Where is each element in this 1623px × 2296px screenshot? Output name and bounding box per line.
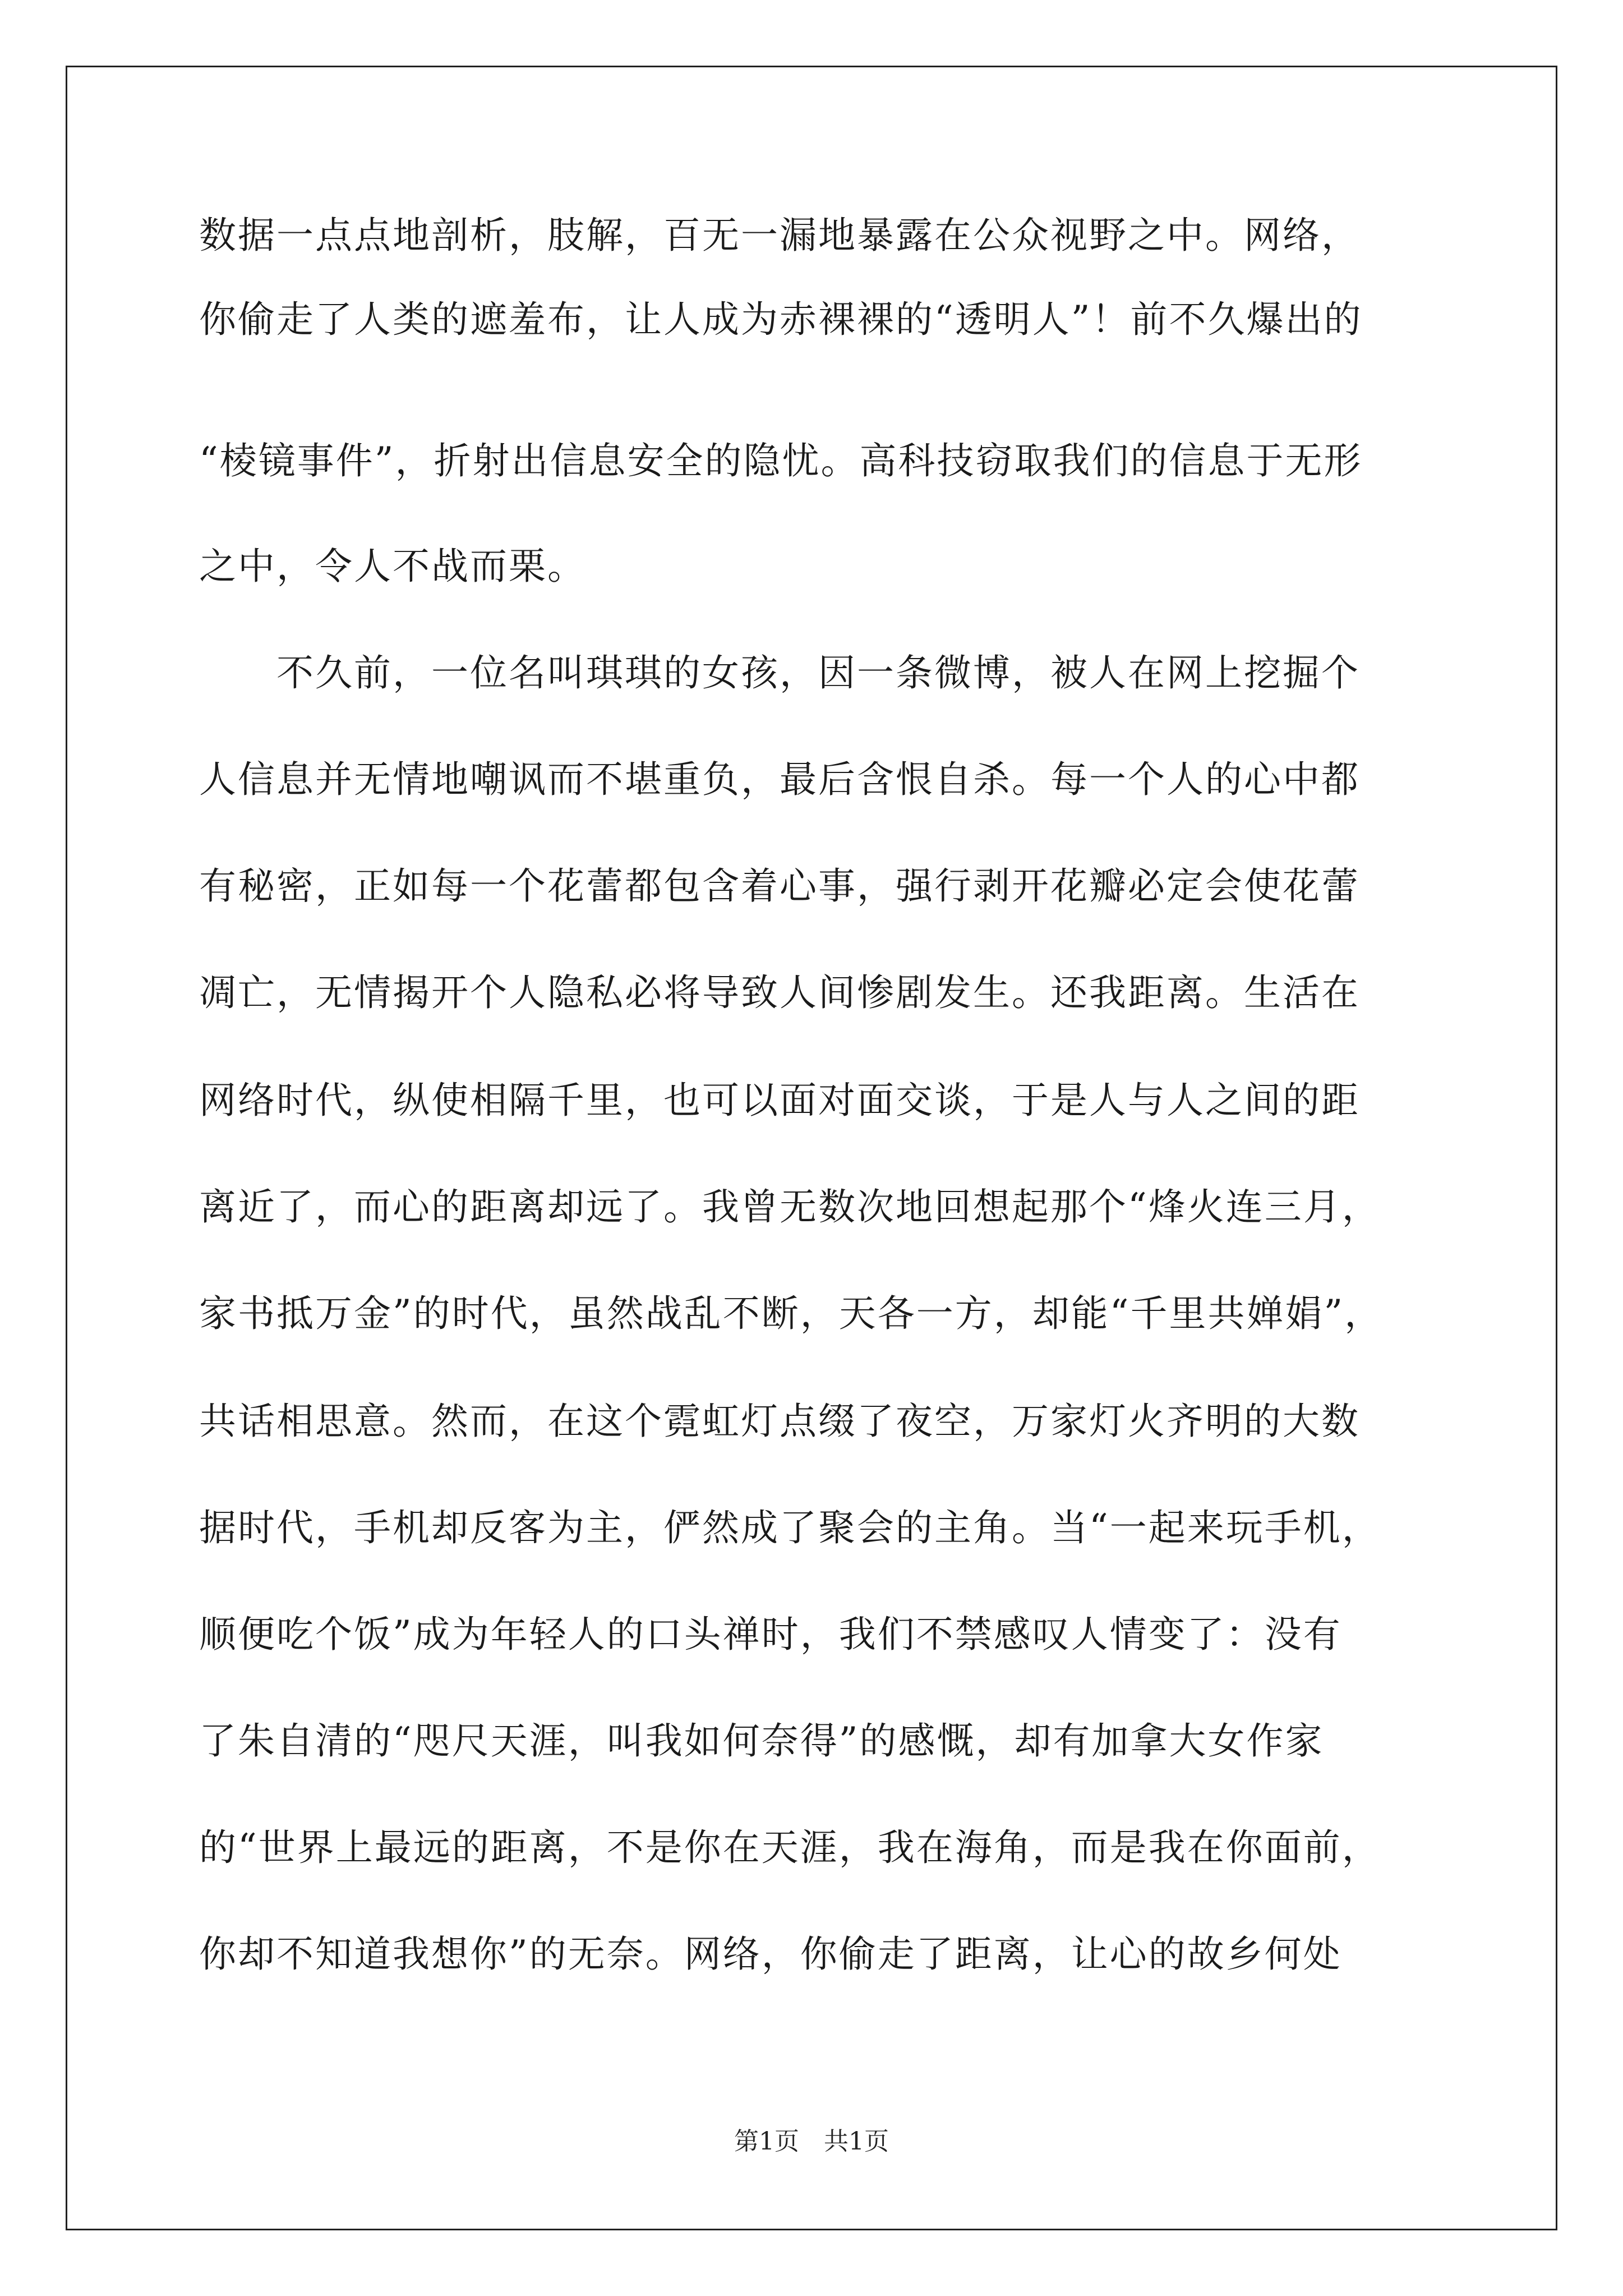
text-line: 离近了，而心的距离却远了。我曾无数次地回想起那个“烽火连三月， [199, 1185, 1381, 1228]
text-line: 顺便吃个饭”成为年轻人的口头禅时，我们不禁感叹人情变了：没有 [199, 1613, 1342, 1656]
page-number-footer: 第1页 共1页 [734, 2127, 889, 2156]
text-line: 不久前，一位名叫琪琪的女孩，因一条微博，被人在网上挖掘个 [199, 651, 1360, 694]
text-line: 你却不知道我想你”的无奈。网络，你偷走了距离，让心的故乡何处 [199, 1932, 1342, 1976]
text-line: 人信息并无情地嘲讽而不堪重负，最后含恨自杀。每一个人的心中都 [199, 758, 1360, 801]
text-line: 你偷走了人类的遮羞布，让人成为赤裸裸的“透明人”！前不久爆出的 [199, 298, 1363, 341]
text-line: 家书抵万金”的时代，虽然战乱不断，天各一方，却能“千里共婵娟”， [199, 1292, 1384, 1335]
text-line: 的“世界上最远的距离，不是你在天涯，我在海角，而是我在你面前， [199, 1826, 1381, 1869]
text-line: 网络时代，纵使相隔千里，也可以面对面交谈，于是人与人之间的距 [199, 1079, 1360, 1122]
text-line: “棱镜事件”，折射出信息安全的隐忧。高科技窃取我们的信息于无形 [199, 439, 1363, 482]
page-border [66, 66, 1557, 2230]
text-line: 共话相思意。然而，在这个霓虹灯点缀了夜空，万家灯火齐明的大数 [199, 1400, 1360, 1443]
text-line: 之中，令人不战而栗。 [199, 545, 586, 588]
text-line: 了朱自清的“咫尺天涯，叫我如何奈得”的感慨，却有加拿大女作家 [199, 1719, 1324, 1763]
text-line: 凋亡，无情揭开个人隐私必将导致人间惨剧发生。还我距离。生活在 [199, 971, 1360, 1014]
text-line: 数据一点点地剖析，肢解，百无一漏地暴露在公众视野之中。网络， [199, 214, 1360, 257]
text-line: 据时代，手机却反客为主，俨然成了聚会的主角。当“一起来玩手机， [199, 1506, 1381, 1549]
text-line: 有秘密，正如每一个花蕾都包含着心事，强行剥开花瓣必定会使花蕾 [199, 864, 1360, 908]
